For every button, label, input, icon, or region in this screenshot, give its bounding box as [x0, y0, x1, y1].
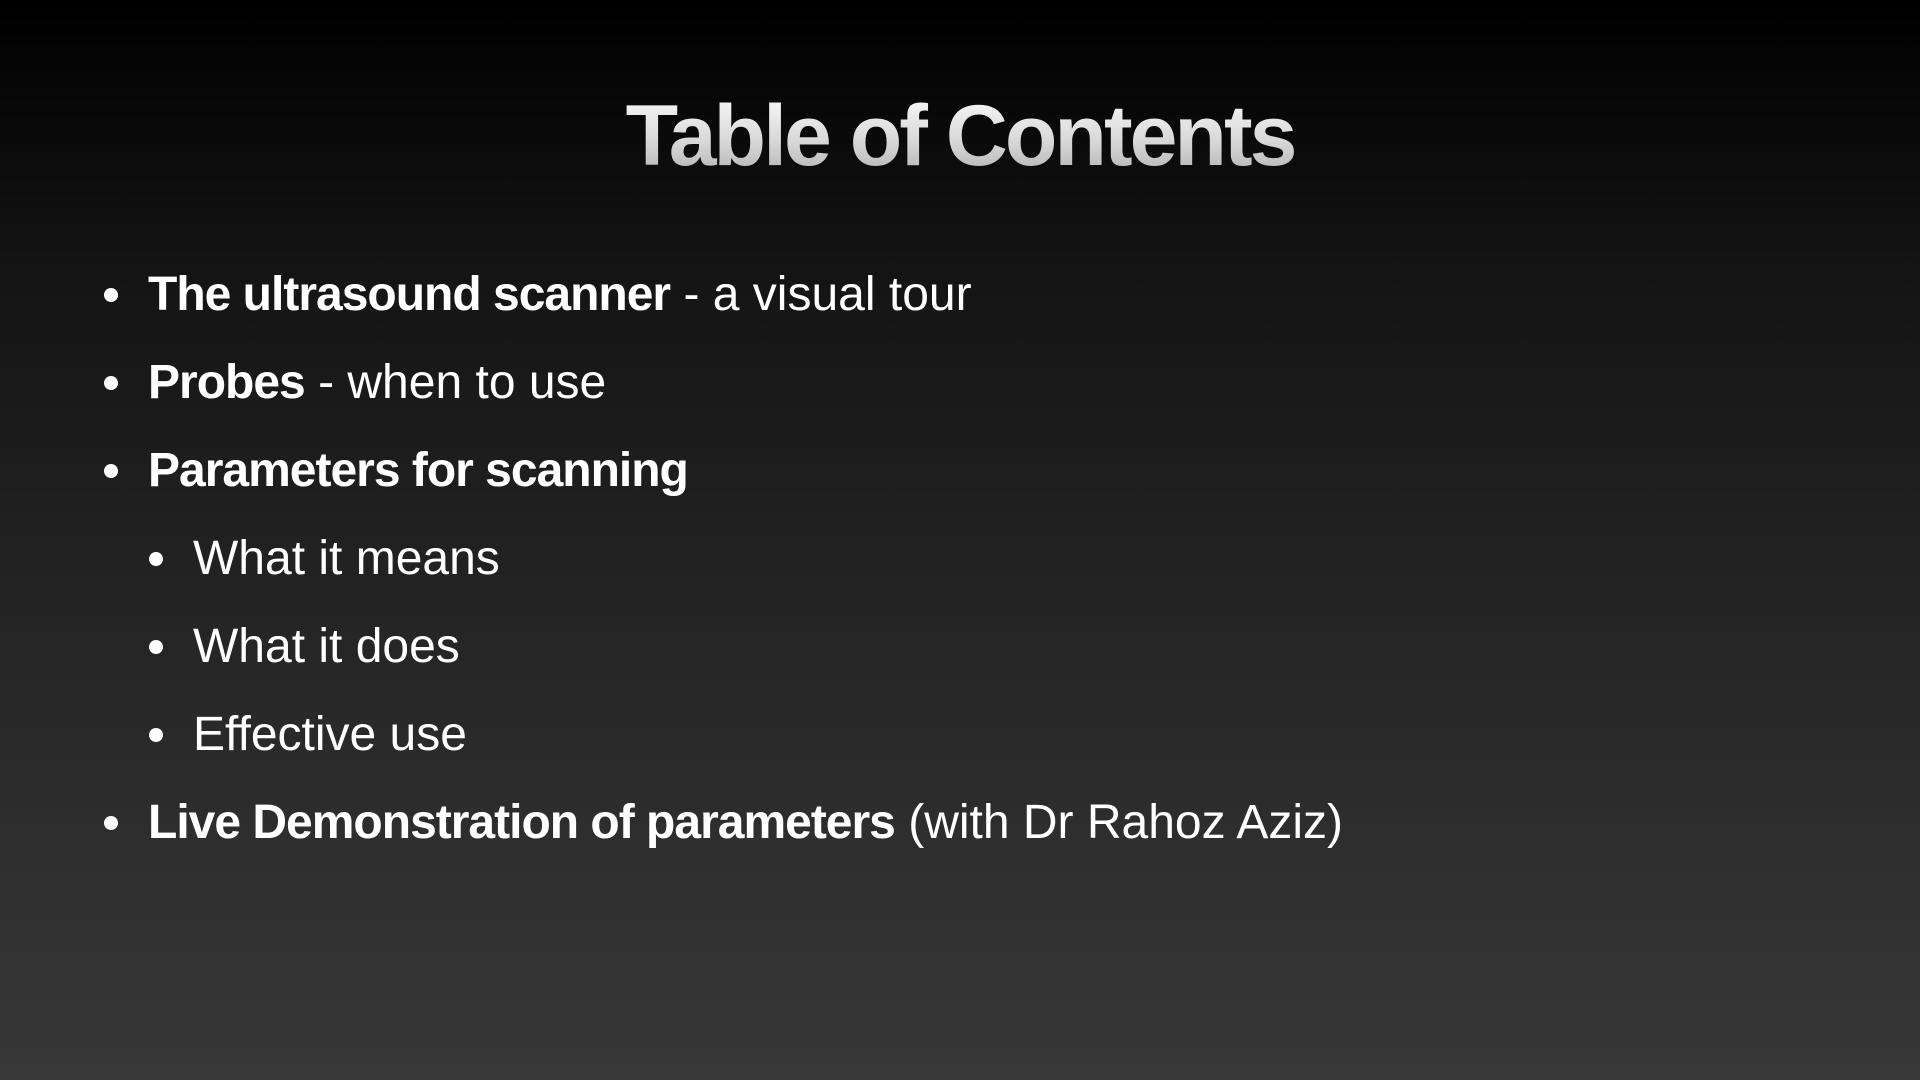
slide-title: Table of Contents	[0, 86, 1920, 186]
bullet-bold-text: Parameters for scanning	[148, 444, 688, 497]
sub-bullet-text: What it means	[193, 532, 500, 585]
bullet-bold-text: Probes	[148, 356, 305, 409]
bullet-dot-icon	[149, 640, 163, 654]
bullet-dot-icon	[104, 288, 118, 302]
bullet-dot-icon	[149, 552, 163, 566]
bullet-text: - when to use	[304, 356, 607, 409]
bullet-dot-icon	[104, 816, 118, 830]
bullet-dot-icon	[104, 464, 118, 478]
bullet-bold-text: Live Demonstration of parameters	[148, 796, 895, 849]
bullet-text: (with Dr Rahoz Aziz)	[894, 796, 1343, 849]
bullet-bold-text: The ultrasound scanner	[148, 268, 671, 321]
bullet-dot-icon	[104, 376, 118, 390]
sub-bullet-text: What it does	[193, 620, 460, 673]
bullet-dot-icon	[149, 728, 163, 742]
sub-bullet-text: Effective use	[193, 708, 467, 761]
bullet-text: - a visual tour	[670, 268, 972, 321]
